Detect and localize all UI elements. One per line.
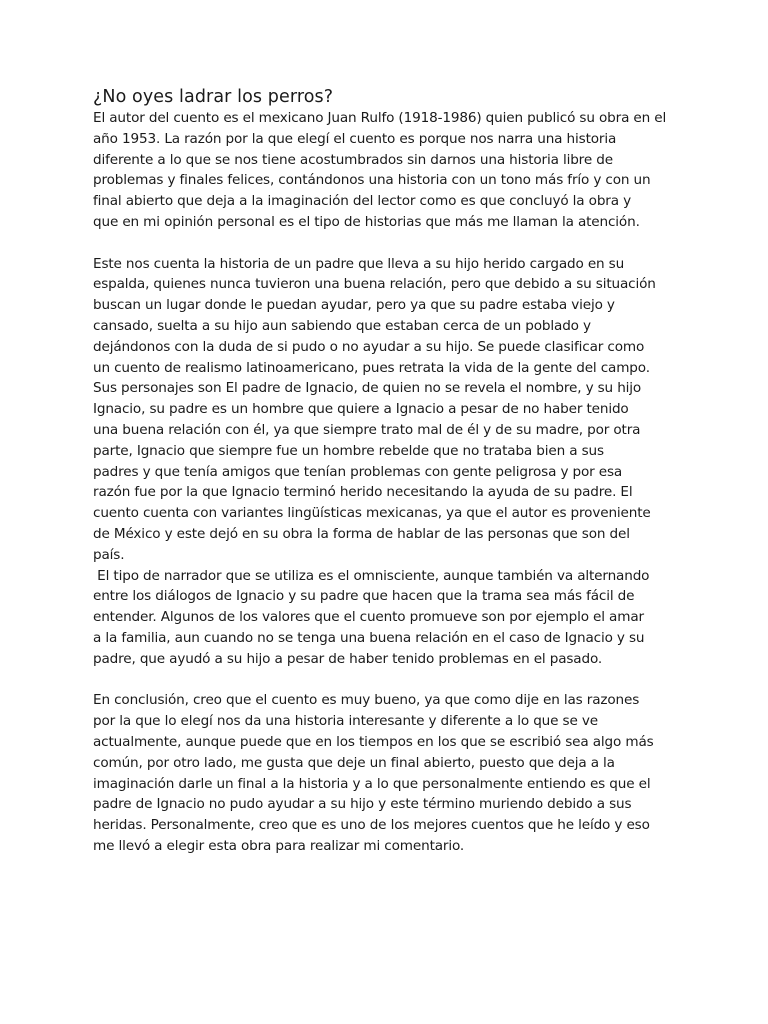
text-line: padre, que ayudó a su hijo a pesar de haber tenido problemas en el pasado. [93, 650, 603, 667]
text-line: entender. Algunos de los valores que el cuento promueve son por ejemplo el amar [93, 609, 644, 626]
document-title: ¿No oyes ladrar los perros? [93, 87, 334, 107]
text-line: padres y que tenía amigos que tenían problemas con gente peligrosa y por esa [93, 463, 623, 480]
text-line: me llevó a elegir esta obra para realizar mi comentario. [93, 837, 465, 854]
paragraph-summary [93, 254, 683, 670]
text-line: Ignacio, su padre es un hombre que quiere a Ignacio a pesar de no haber tenido [93, 401, 629, 418]
text-line: dejándonos con la duda de si pudo o no ayudar a su hijo. Se puede clasificar como [93, 338, 645, 355]
text-line: diferente a lo que se nos tiene acostumbrados sin darnos una historia libre de [93, 151, 613, 168]
text-line: cuento cuenta con variantes lingüísticas mexicanas, ya que el autor es proveniente [93, 505, 651, 522]
paragraph-introduction [93, 108, 683, 233]
text-line: razón fue por la que Ignacio terminó herido necesitando la ayuda de su padre. El [93, 484, 633, 501]
text-line: a la familia, aun cuando no se tenga una buena relación en el caso de Ignacio y su [93, 629, 645, 646]
paragraph-conclusion [93, 690, 683, 856]
text-line: año 1953. La razón por la que elegí el cuento es porque nos narra una historia [93, 130, 617, 147]
text-line: cansado, suelta a su hijo aun sabiendo que estaban cerca de un poblado y [93, 317, 591, 334]
text-line: En conclusión, creo que el cuento es muy bueno, ya que como dije en las razones [93, 692, 640, 709]
paragraph-spacer [93, 670, 683, 691]
text-line: buscan un lugar donde le puedan ayudar, pero ya que su padre estaba viejo y [93, 297, 615, 314]
text-line: El tipo de narrador que se utiliza es el omnisciente, aunque también va alternando [93, 567, 650, 584]
text-line: Este nos cuenta la historia de un padre que lleva a su hijo herido cargado en su [93, 255, 625, 272]
text-line: problemas y finales felices, contándonos una historia con un tono más frío y con un [93, 172, 651, 189]
text-line: un cuento de realismo latinoamericano, pues retrata la vida de la gente del campo. [93, 359, 650, 376]
text-line: padre de Ignacio no pudo ayudar a su hijo y este término muriendo debido a sus [93, 796, 632, 813]
text-line: final abierto que deja a la imaginación del lector como es que concluyó la obra y [93, 193, 631, 210]
text-line: país. [93, 546, 125, 563]
text-line: El autor del cuento es el mexicano Juan Rulfo (1918-1986) quien publicó su obra en el [93, 110, 667, 126]
text-line: actualmente, aunque puede que en los tiempos en los que se escribió sea algo más [93, 733, 654, 750]
text-line: parte, Ignacio que siempre fue un hombre rebelde que no trataba bien a sus [93, 442, 604, 459]
text-line: Sus personajes son El padre de Ignacio, de quien no se revela el nombre, y su hijo [93, 380, 642, 397]
text-line: entre los diálogos de Ignacio y su padre que hacen que la trama sea más fácil de [93, 588, 635, 605]
paragraph-spacer [93, 233, 683, 254]
text-line: por la que lo elegí nos da una historia interesante y diferente a lo que se ve [93, 713, 598, 730]
text-line: heridas. Personalmente, creo que es uno de los mejores cuentos que he leído y eso [93, 817, 650, 834]
text-line: de México y este dejó en su obra la forma de hablar de las personas que son del [93, 525, 630, 542]
text-line: imaginación darle un final a la historia y a lo que personalmente entiendo es que el [93, 775, 651, 792]
document-page [93, 86, 683, 857]
text-line: una buena relación con él, ya que siempre trato mal de él y de su madre, por otra [93, 421, 641, 438]
text-line: que en mi opinión personal es el tipo de historias que más me llaman la atención. [93, 213, 640, 230]
text-line: común, por otro lado, me gusta que deje un final abierto, puesto que deja a la [93, 754, 615, 771]
text-line: espalda, quienes nunca tuvieron una buena relación, pero que debido a su situación [93, 276, 656, 293]
